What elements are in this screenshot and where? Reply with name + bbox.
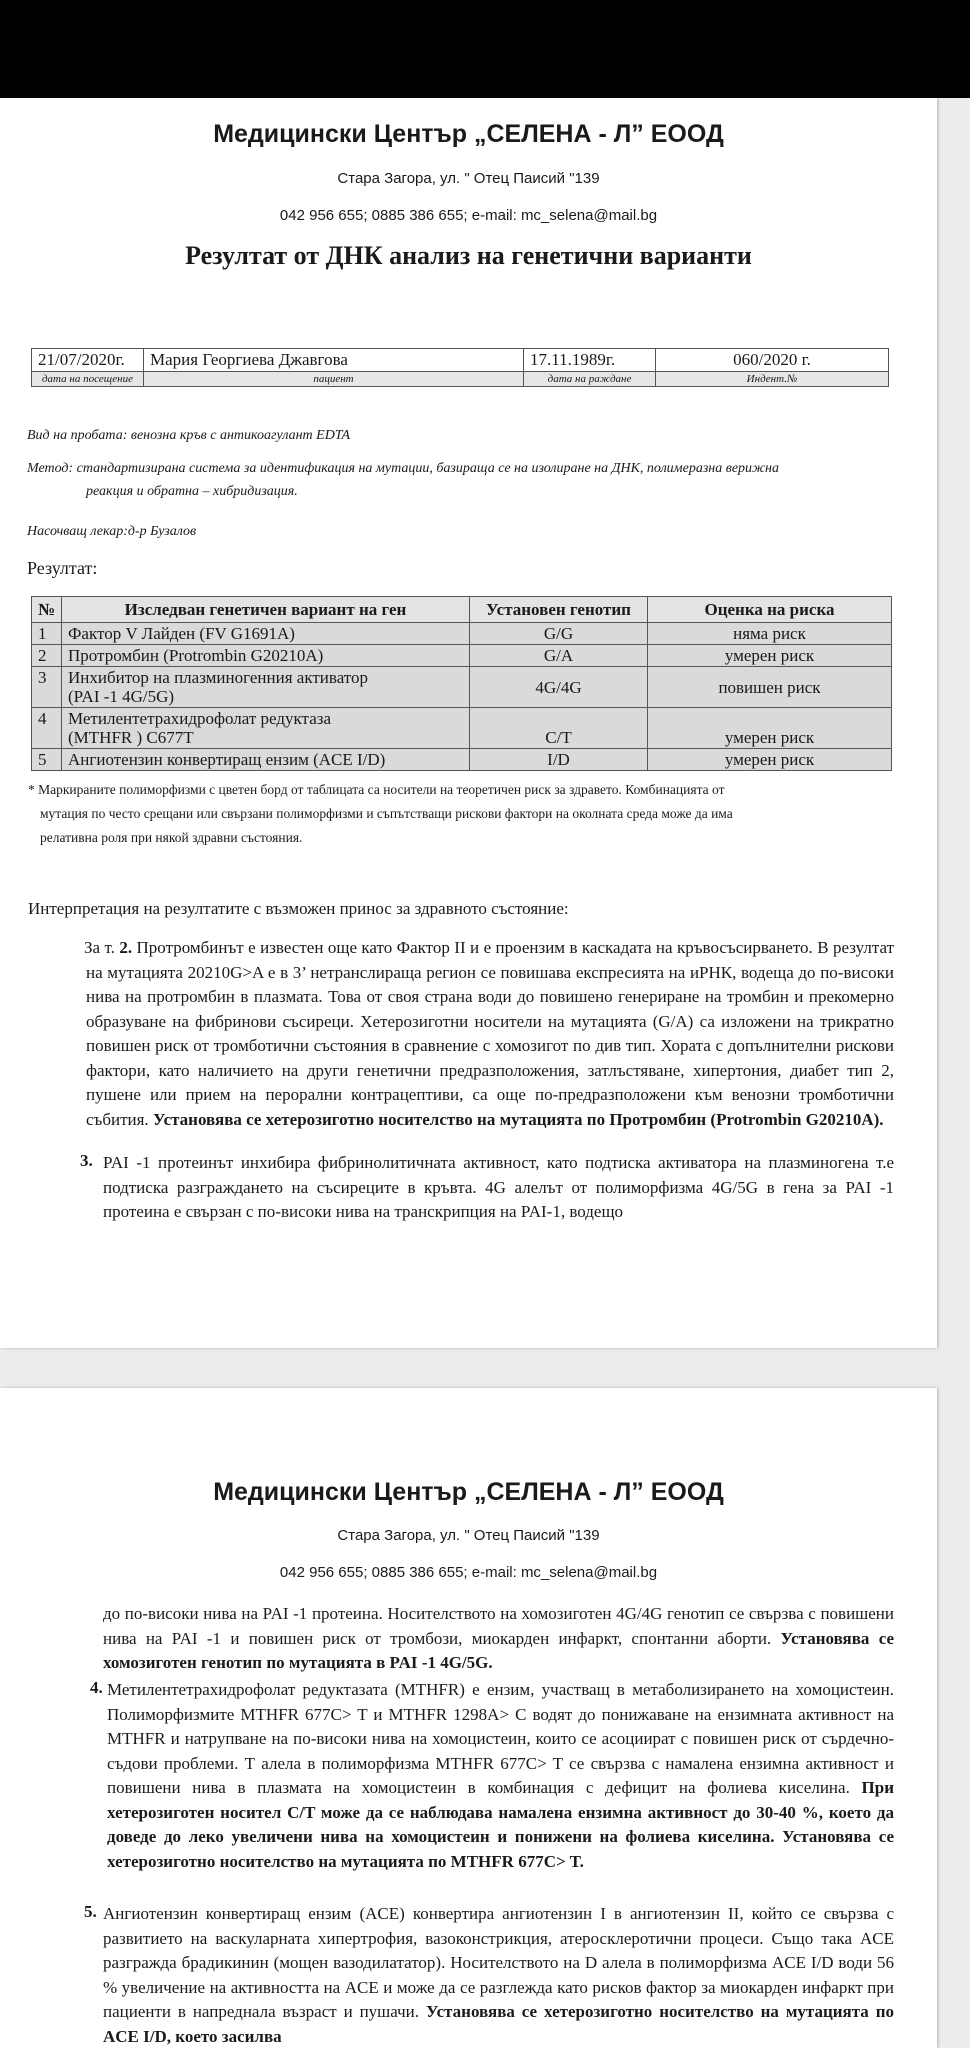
col-risk: Оценка на риска xyxy=(648,597,892,623)
index-label: Индент.№ xyxy=(656,372,889,387)
row-no: 1 xyxy=(32,623,62,645)
document-page-1 xyxy=(0,98,937,1348)
results-table xyxy=(31,596,892,771)
row-risk: няма риск xyxy=(648,623,892,645)
item-2-text: Протромбинът е известен още като Фактор II и е проензим в каскадата на кръвосъсирването. В резултат на мутацията 20210G>A е в 3’ нетранслираща регион се повишава експресията на иРНК, водеща до по-високи нива на протромбин в плазмата. Това от своя страна води до повишено генериране на тромбин и прекомерно образуване на фибринови съсиреци. Хетерозиготни носители на мутацията (G/A) са изложени на трикратно повишен риск от тромботични състояния в сравнение с хомозигот по див тип. Хората с допълнителни рискови фактори, като наличието на други генетични предразположения, затлъстяване, хипертония, диабет тип 2, пушене или прием на перорални контрацептиви, са още по-предразположени към венозни тромботични събития. xyxy=(86,938,895,1129)
row-variant-line-1: Инхибитор на плазминогенния активатор xyxy=(68,668,368,687)
item-3-conclusion: Установява се хомозиготен генотип по мутацията в PAI -1 4G/5G. xyxy=(103,1628,895,1672)
table-row xyxy=(32,708,892,749)
method-line-1: Метод: стандартизирана система за идентификация на мутации, базираща се на изолиране на ДНК, полимеразна верижна xyxy=(27,461,779,476)
row-risk: умерен риск xyxy=(648,708,892,749)
row-genotype: G/A xyxy=(470,645,648,667)
item-3-number: 3. xyxy=(80,1151,93,1170)
row-variant-line-2: (PAI -1 4G/5G) xyxy=(68,687,175,706)
sample-type: Вид на пробата: венозна кръв с антикоагулант EDTA xyxy=(27,428,351,443)
item-3-text-continued: до по-високи нива на PAI -1 протеина. Носителството на хомозиготен 4G/4G генотип се свързва с повишени нива на PAI -1 и повишен риск от тромбози, миокарден инфаркт, спонтанни аборти. xyxy=(103,1604,895,1648)
results-header-row xyxy=(32,597,892,623)
patient-info-table xyxy=(31,348,889,387)
item-2-number: 2. xyxy=(119,938,133,957)
birth-date: 17.11.1989г. xyxy=(524,349,656,372)
table-row xyxy=(32,667,892,708)
row-variant: Ангиотензин конвертиращ ензим (ACE I/D) xyxy=(62,749,470,771)
top-black-bar xyxy=(0,0,970,98)
col-no: № xyxy=(32,597,62,623)
item-2-paragraph xyxy=(86,936,894,1132)
footnote-line-3: релативна роля при някой здравни състояния. xyxy=(40,830,303,845)
clinic-name-page-2: Медицински Център „СЕЛЕНА - Л” ЕООД xyxy=(213,1478,724,1506)
row-no: 4 xyxy=(32,708,62,749)
item-5-conclusion: Установява се хетерозиготно носителство на мутацията по ACE I/D, което засилва xyxy=(103,2002,895,2046)
col-genotype: Установен генотип xyxy=(470,597,648,623)
row-variant xyxy=(62,667,470,708)
row-risk: умерен риск xyxy=(648,749,892,771)
item-2-conclusion: Установява се хетерозиготно носителство на мутацията по Протромбин (Protrombin G20210A). xyxy=(152,1109,884,1129)
clinic-contacts-page-2: 042 956 655; 0885 386 655; e-mail: mc_selena@mail.bg xyxy=(279,1564,658,1581)
table-row xyxy=(32,623,892,645)
row-variant-line-2: (MTHFR ) C677T xyxy=(68,728,194,747)
row-variant xyxy=(62,708,470,749)
item-4-number: 4. xyxy=(90,1678,103,1697)
row-variant-line-1: Метилентетрахидрофолат редуктаза xyxy=(68,709,332,728)
col-variant: Изследван генетичен вариант на ген xyxy=(62,597,470,623)
row-genotype: 4G/4G xyxy=(470,667,648,708)
item-4-paragraph xyxy=(107,1678,894,1874)
result-heading: Резултат: xyxy=(27,558,98,578)
row-genotype: C/T xyxy=(470,708,648,749)
document-page-2 xyxy=(0,1388,937,2048)
row-risk: умерен риск xyxy=(648,645,892,667)
method-line-2: реакция и обратна – хибридизация. xyxy=(86,484,298,499)
footnote-line-1: * Маркираните полиморфизми с цветен борд от таблицата са носители на теоретичен риск за здравето. Комбинацията от xyxy=(28,782,725,797)
item-5-text: Ангиотензин конвертиращ ензим (ACE) конвертира ангиотензин I в ангиотензин II, който се свързва с развитието на васкуларната хипертрофия, вазоконстрикция, атеросклеротични процеси. Също така ACE разгражда брадикинин (мощен вазодилататор). Носителството на D алела в полиморфизма ACE I/D води 56 % увеличение на активността на ACE и може да се разглежда като рисков фактор за миокарден инфаркт при пациенти в напреднала възраст и пушачи. xyxy=(103,1904,894,2021)
row-no: 3 xyxy=(32,667,62,708)
item-4-conclusion: При хетерозиготен носител C/T може да се наблюдава намалена ензимна активност до 30-40 %, което да доведе до леко увеличени нива на хомоцистеин и понижени на фолиева киселина. Установява се хетерозиготно носителство на мутацията по MTHFR 677C> T. xyxy=(107,1778,895,1871)
patient-name: Мария Георгиева Джавгова xyxy=(144,349,524,372)
row-risk: повишен риск xyxy=(648,667,892,708)
referring-doctor: Насочващ лекар:д-р Бузалов xyxy=(27,524,197,539)
item-3-paragraph-p1: PAI -1 протеинът инхибира фибринолитичната активност, като подтиска активатора на плазминогена т.е подтиска разграждането на съсиреците в кръвта. 4G алелът от полиморфизма 4G/5G в гена за PAI -1 протеина е свързан с по-високи нива на транскрипция на PAI-1, водещо xyxy=(103,1153,894,1221)
clinic-address-page-2: Стара Загора, ул. " Отец Паисий "139 xyxy=(337,1527,600,1544)
item-5-paragraph xyxy=(103,1902,894,2048)
interpretation-heading: Интерпретация на резултатите с възможен принос за здравното състояние: xyxy=(28,899,569,918)
item-3-paragraph-p2 xyxy=(103,1602,894,1676)
row-genotype: G/G xyxy=(470,623,648,645)
row-variant: Фактор V Лайден (FV G1691A) xyxy=(62,623,470,645)
item-2-prefix: За т. xyxy=(84,938,115,957)
visit-date-label: дата на посещение xyxy=(32,372,144,387)
clinic-address: Стара Загора, ул. " Отец Паисий "139 xyxy=(337,170,600,187)
table-row xyxy=(32,749,892,771)
birth-date-label: дата на раждане xyxy=(524,372,656,387)
item-4-text: Метилентетрахидрофолат редуктазата (MTHFR) е ензим, участващ в метаболизирането на хомоцистеин. Полиморфизмите MTHFR 677C> T и MTHFR 1298A> C водят до понижаване на ензимната активност на MTHFR и натрупване на по-високи нива на хомоцистеин, които се асоциират с повишен риск от сърдечно-съдови проблеми. Т алела в полиморфизма MTHFR 677C> T се свързва с намалена ензимна активност и повишени нива в плазмата на хомоцистеин в комбинация с дефицит на фолиева киселина. xyxy=(107,1680,894,1797)
index-number: 060/2020 г. xyxy=(656,349,889,372)
footnote-line-2: мутация по често срещани или свързани полиморфизми и съпътстващи рискови фактори на околната среда може да има xyxy=(40,806,733,821)
row-no: 5 xyxy=(32,749,62,771)
document-title: Резултат от ДНК анализ на генетични варианти xyxy=(185,241,752,270)
row-no: 2 xyxy=(32,645,62,667)
item-5-number: 5. xyxy=(84,1902,97,1921)
visit-date: 21/07/2020г. xyxy=(32,349,144,372)
clinic-name: Медицински Център „СЕЛЕНА - Л” ЕООД xyxy=(213,120,724,148)
clinic-contacts: 042 956 655; 0885 386 655; e-mail: mc_selena@mail.bg xyxy=(279,207,658,224)
row-genotype: I/D xyxy=(470,749,648,771)
patient-label: пациент xyxy=(144,372,524,387)
table-row xyxy=(32,645,892,667)
row-variant: Протромбин (Protrombin G20210A) xyxy=(62,645,470,667)
